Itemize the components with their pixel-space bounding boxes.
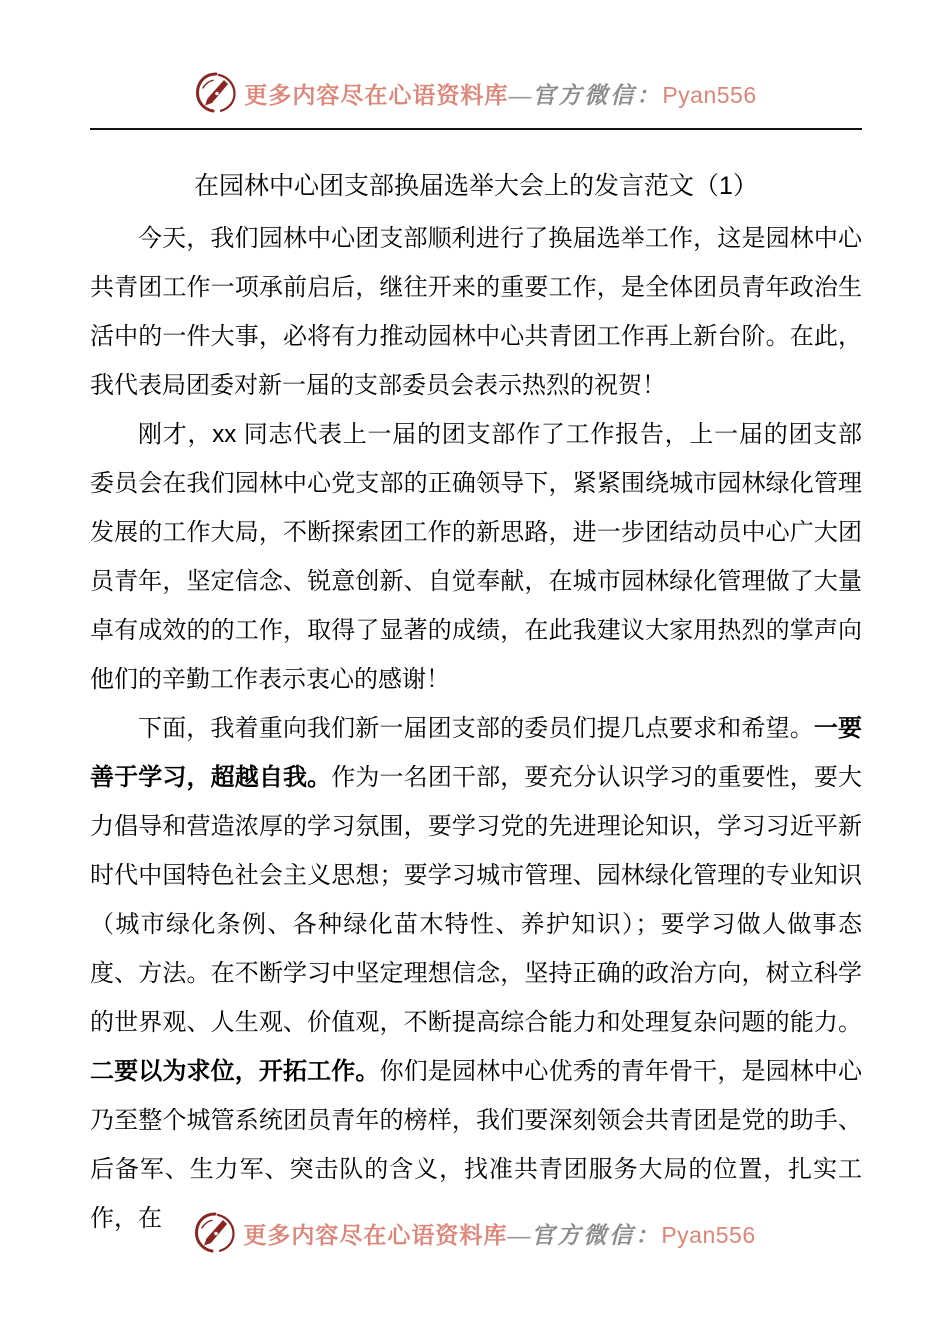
watermark-channel-label: 官方微信： xyxy=(532,82,663,108)
paragraph-segment-bold: 一要善于学习，超越自我。 xyxy=(90,715,863,791)
paragraph xyxy=(90,214,862,410)
watermark-text xyxy=(244,77,756,110)
document-title: 在园林中心团支部换届选举大会上的发言范文（1） xyxy=(194,172,758,200)
watermark-brand: 更多内容尽在心语资料库 xyxy=(244,82,509,108)
watermark-channel-value: Pyan556 xyxy=(661,1221,756,1248)
watermark-dash: — xyxy=(507,1222,532,1248)
paragraph-segment: 刚才，xx 同志代表上一届的团支部作了工作报告，上一届的团支部委员会在我们园林中心党支部的正确领导下，紧紧围绕城市园林绿化管理发展的工作大局，不断探索团工作的新思路，进一步团结动员中心广大团员青年，坚定信念、锐意创新、自觉奉献，在城市园林绿化管理做了大量卓有成效的的工作，取得了显著的成绩，在此我建议大家用热烈的掌声向他们的辛勤工作表示衷心的感谢！ xyxy=(90,421,862,693)
paragraph-segment: 作为一名团干部，要充分认识学习的重要性，要大力倡导和营造浓厚的学习氛围，要学习党的先进理论知识，学习习近平新时代中国特色社会主义思想；要学习城市管理、园林绿化管理的专业知识（城市绿化条例、各种绿化苗木特性、养护知识）；要学习做人做事态度、方法。在不断学习中坚定理想信念，坚持正确的政治方向，树立科学的世界观、人生观、价值观，不断提高综合能力和处理复杂问题的能力。 xyxy=(90,764,863,1036)
watermark-brand: 更多内容尽在心语资料库 xyxy=(243,1222,508,1248)
watermark-dash: — xyxy=(508,82,533,108)
paragraph-segment-bold: 二要以为求位，开拓工作。 xyxy=(90,1058,380,1085)
header-divider xyxy=(90,128,862,130)
paragraph-segment: 下面，我着重向我们新一届团支部的委员们提几点要求和希望。 xyxy=(138,715,814,742)
paragraph-segment: 你们是园林中心优秀的青年骨干，是园林中心乃至整个城管系统团员青年的榜样，我们要深刻领会共青团是党的助手、后备军、生力军、突击队的含义，找准共青团服务大局的位置，扎实工作，在 xyxy=(90,1058,863,1232)
paragraph xyxy=(90,410,862,704)
document-body xyxy=(90,214,862,1243)
paragraph xyxy=(90,704,862,1243)
pen-nib-circle-icon xyxy=(194,1212,236,1254)
paragraph-segment: 今天，我们园林中心团支部顺利进行了换届选举工作，这是园林中心共青团工作一项承前启后，继往开来的重要工作，是全体团员青年政治生活中的一件大事，必将有力推动园林中心共青团工作再上新台阶。在此，我代表局团委对新一届的支部委员会表示热烈的祝贺！ xyxy=(90,225,862,399)
watermark-channel-value: Pyan556 xyxy=(662,81,757,108)
watermark-text xyxy=(243,1217,755,1250)
footer-watermark xyxy=(0,1210,950,1256)
watermark-channel-label: 官方微信： xyxy=(531,1222,662,1248)
header-watermark xyxy=(90,70,862,116)
pen-nib-circle-icon xyxy=(195,72,237,114)
